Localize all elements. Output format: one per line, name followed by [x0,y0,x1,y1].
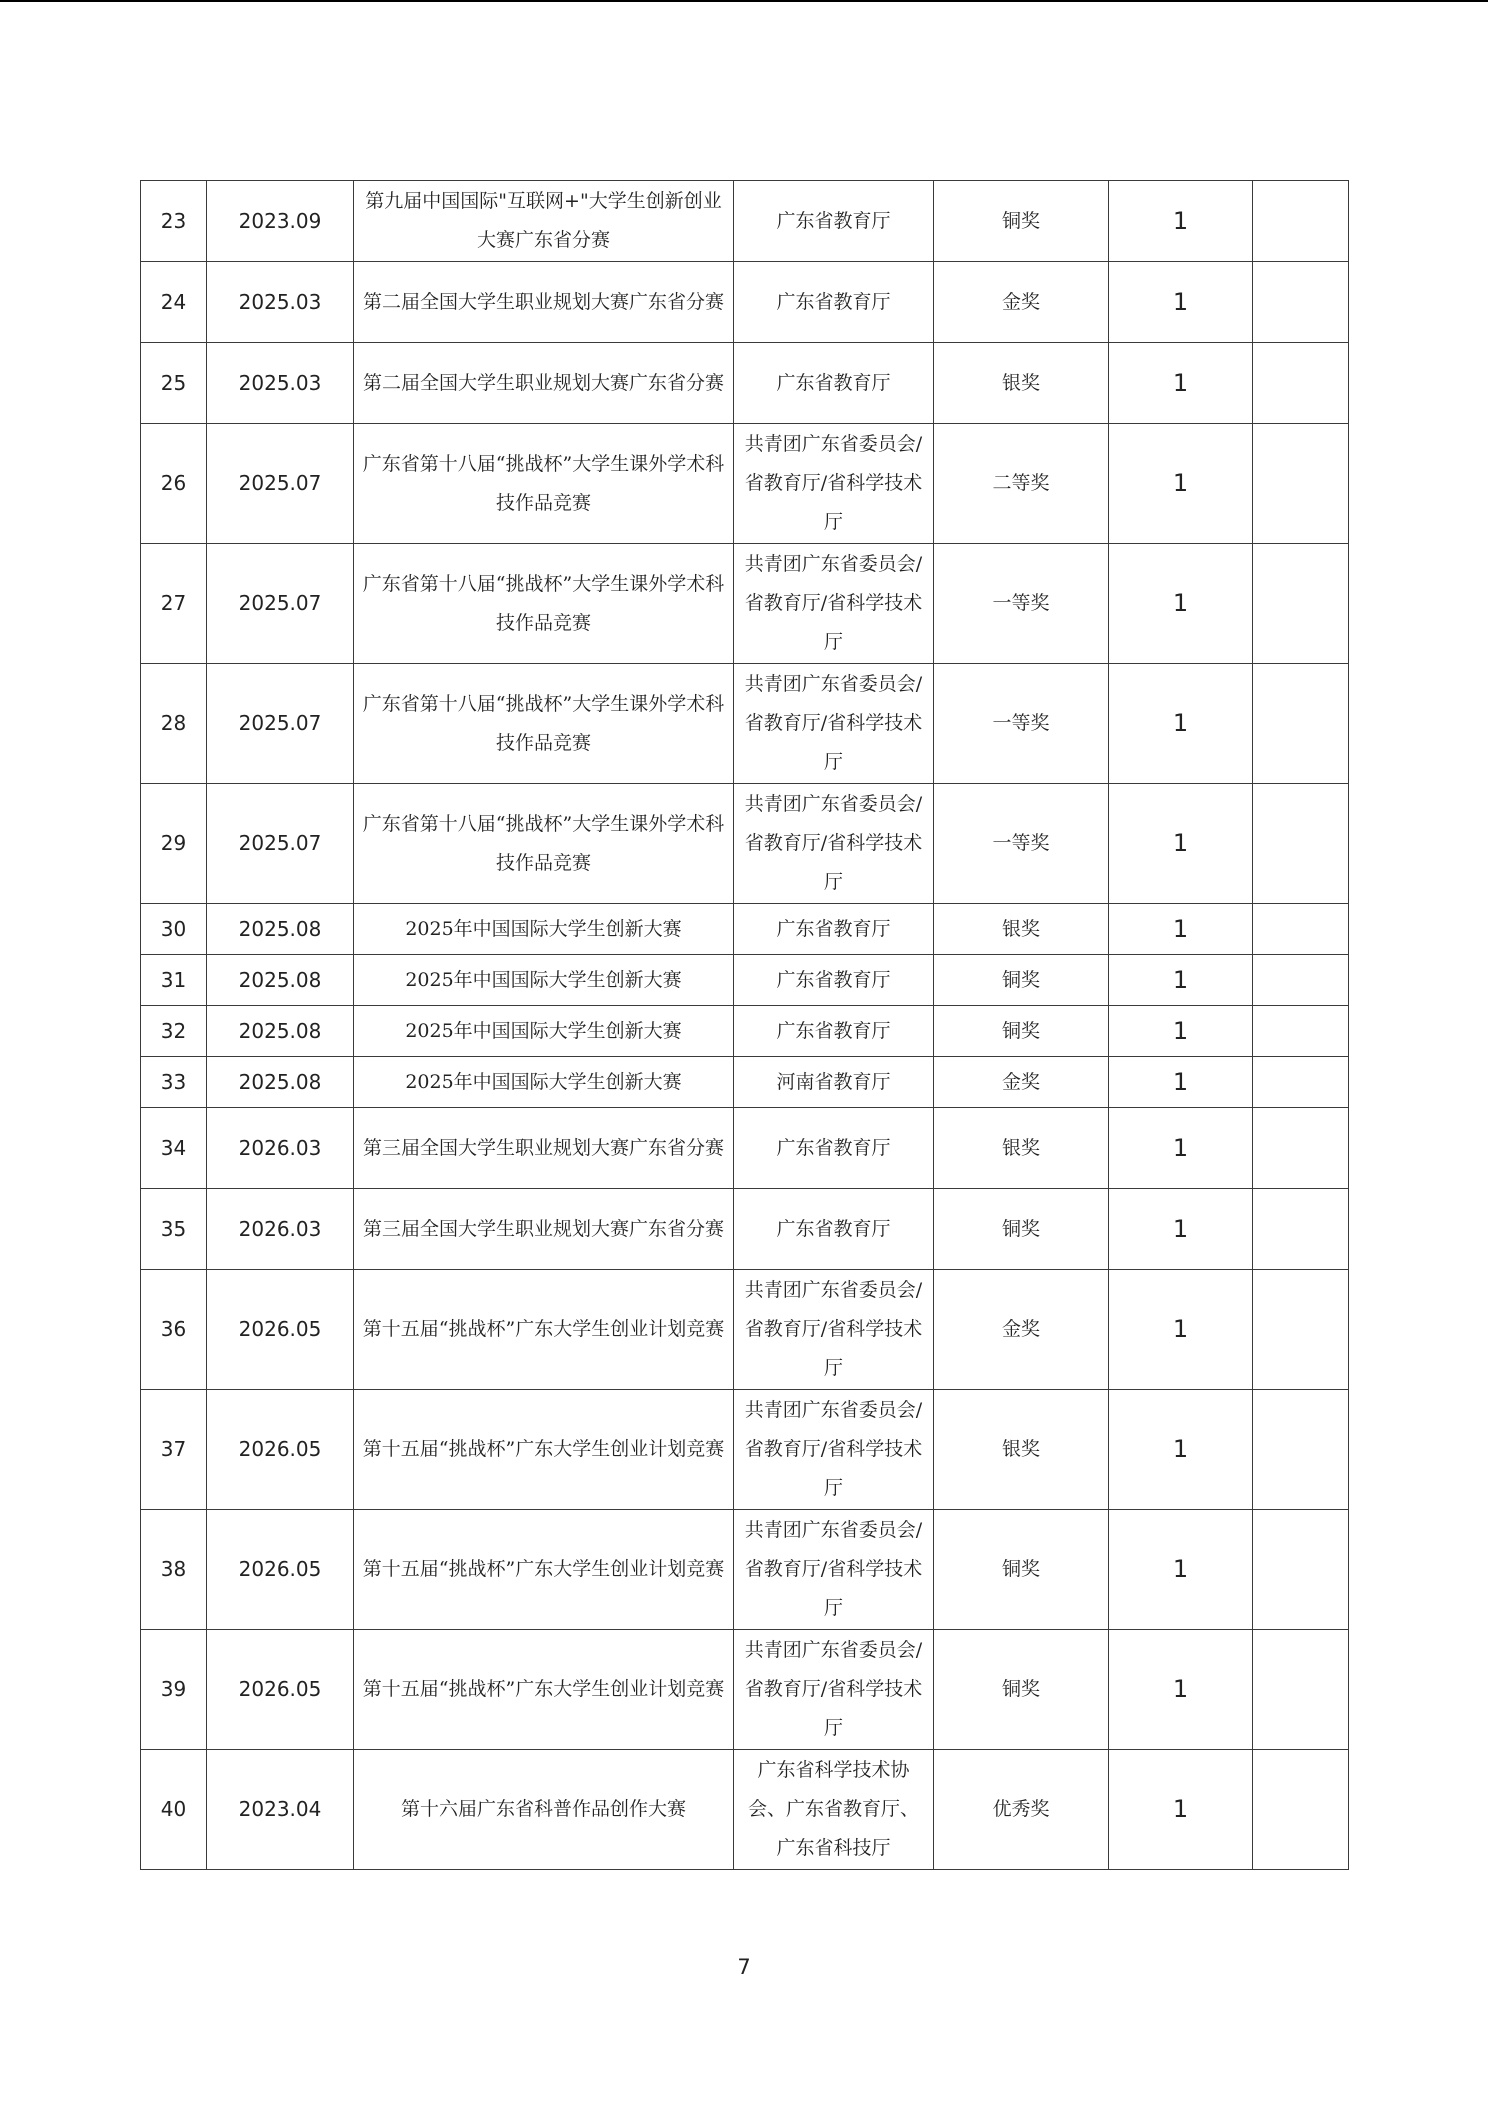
organizer-cell: 共青团广东省委员会/省教育厅/省科学技术厅 [734,664,934,784]
table-row [141,1390,1349,1510]
award-level-cell: 银奖 [934,343,1109,424]
competition-name-cell: 第二届全国大学生职业规划大赛广东省分赛 [354,262,734,343]
table-row [141,1270,1349,1390]
award-level-cell: 银奖 [934,904,1109,955]
row-number-cell: 38 [141,1510,207,1630]
organizer-cell: 共青团广东省委员会/省教育厅/省科学技术厅 [734,784,934,904]
count-cell: 1 [1109,1630,1253,1750]
count-cell: 1 [1109,1057,1253,1108]
awards-table [140,180,1349,1870]
organizer-cell: 广东省教育厅 [734,1108,934,1189]
competition-name-cell: 2025年中国国际大学生创新大赛 [354,1057,734,1108]
organizer-cell: 广东省教育厅 [734,904,934,955]
count-cell: 1 [1109,904,1253,955]
remark-cell [1253,664,1349,784]
remark-cell [1253,1630,1349,1750]
organizer-cell: 广东省教育厅 [734,955,934,1006]
row-number-cell: 39 [141,1630,207,1750]
award-level-cell: 金奖 [934,1270,1109,1390]
remark-cell [1253,343,1349,424]
date-cell: 2025.07 [207,544,354,664]
competition-name-cell: 第二届全国大学生职业规划大赛广东省分赛 [354,343,734,424]
table-row [141,262,1349,343]
award-level-cell: 铜奖 [934,1510,1109,1630]
table-row [141,1189,1349,1270]
date-cell: 2026.05 [207,1390,354,1510]
date-cell: 2023.04 [207,1750,354,1870]
row-number-cell: 27 [141,544,207,664]
award-level-cell: 铜奖 [934,1006,1109,1057]
remark-cell [1253,1750,1349,1870]
date-cell: 2026.03 [207,1189,354,1270]
row-number-cell: 29 [141,784,207,904]
table-row [141,1108,1349,1189]
count-cell: 1 [1109,343,1253,424]
count-cell: 1 [1109,544,1253,664]
count-cell: 1 [1109,1510,1253,1630]
competition-name-cell: 第十六届广东省科普作品创作大赛 [354,1750,734,1870]
row-number-cell: 35 [141,1189,207,1270]
organizer-cell: 广东省教育厅 [734,262,934,343]
award-level-cell: 铜奖 [934,1189,1109,1270]
date-cell: 2026.05 [207,1510,354,1630]
competition-name-cell: 广东省第十八届“挑战杯”大学生课外学术科技作品竞赛 [354,424,734,544]
award-level-cell: 铜奖 [934,955,1109,1006]
competition-name-cell: 第十五届“挑战杯”广东大学生创业计划竞赛 [354,1510,734,1630]
count-cell: 1 [1109,181,1253,262]
count-cell: 1 [1109,424,1253,544]
award-level-cell: 一等奖 [934,544,1109,664]
date-cell: 2026.05 [207,1270,354,1390]
remark-cell [1253,1057,1349,1108]
remark-cell [1253,1270,1349,1390]
page-number: 7 [737,1955,751,1979]
organizer-cell: 广东省教育厅 [734,343,934,424]
organizer-cell: 广东省教育厅 [734,1006,934,1057]
competition-name-cell: 广东省第十八届“挑战杯”大学生课外学术科技作品竞赛 [354,664,734,784]
table-row [141,904,1349,955]
award-level-cell: 金奖 [934,1057,1109,1108]
count-cell: 1 [1109,1390,1253,1510]
table-row [141,1057,1349,1108]
remark-cell [1253,262,1349,343]
row-number-cell: 24 [141,262,207,343]
remark-cell [1253,955,1349,1006]
remark-cell [1253,1510,1349,1630]
award-level-cell: 银奖 [934,1108,1109,1189]
table-row [141,1750,1349,1870]
date-cell: 2026.03 [207,1108,354,1189]
date-cell: 2025.07 [207,424,354,544]
competition-name-cell: 广东省第十八届“挑战杯”大学生课外学术科技作品竞赛 [354,544,734,664]
date-cell: 2025.08 [207,1006,354,1057]
awards-table-body [141,181,1349,1870]
competition-name-cell: 第十五届“挑战杯”广东大学生创业计划竞赛 [354,1630,734,1750]
row-number-cell: 26 [141,424,207,544]
competition-name-cell: 第三届全国大学生职业规划大赛广东省分赛 [354,1189,734,1270]
award-level-cell: 优秀奖 [934,1750,1109,1870]
date-cell: 2025.08 [207,1057,354,1108]
organizer-cell: 广东省教育厅 [734,1189,934,1270]
date-cell: 2025.03 [207,262,354,343]
table-row [141,544,1349,664]
award-level-cell: 二等奖 [934,424,1109,544]
award-level-cell: 铜奖 [934,181,1109,262]
row-number-cell: 32 [141,1006,207,1057]
table-row [141,1510,1349,1630]
table-row [141,664,1349,784]
date-cell: 2025.08 [207,955,354,1006]
remark-cell [1253,904,1349,955]
date-cell: 2025.08 [207,904,354,955]
row-number-cell: 36 [141,1270,207,1390]
competition-name-cell: 2025年中国国际大学生创新大赛 [354,904,734,955]
date-cell: 2025.07 [207,664,354,784]
remark-cell [1253,1189,1349,1270]
row-number-cell: 25 [141,343,207,424]
organizer-cell: 广东省教育厅 [734,181,934,262]
count-cell: 1 [1109,784,1253,904]
organizer-cell: 共青团广东省委员会/省教育厅/省科学技术厅 [734,1270,934,1390]
competition-name-cell: 2025年中国国际大学生创新大赛 [354,1006,734,1057]
organizer-cell: 共青团广东省委员会/省教育厅/省科学技术厅 [734,1390,934,1510]
organizer-cell: 共青团广东省委员会/省教育厅/省科学技术厅 [734,1630,934,1750]
table-row [141,784,1349,904]
count-cell: 1 [1109,262,1253,343]
date-cell: 2025.03 [207,343,354,424]
award-level-cell: 银奖 [934,1390,1109,1510]
remark-cell [1253,1108,1349,1189]
row-number-cell: 40 [141,1750,207,1870]
competition-name-cell: 第九届中国国际"互联网+"大学生创新创业大赛广东省分赛 [354,181,734,262]
organizer-cell: 广东省科学技术协会、广东省教育厅、广东省科技厅 [734,1750,934,1870]
row-number-cell: 28 [141,664,207,784]
date-cell: 2025.07 [207,784,354,904]
count-cell: 1 [1109,1270,1253,1390]
award-level-cell: 一等奖 [934,664,1109,784]
table-row [141,1006,1349,1057]
competition-name-cell: 2025年中国国际大学生创新大赛 [354,955,734,1006]
row-number-cell: 37 [141,1390,207,1510]
table-row [141,955,1349,1006]
count-cell: 1 [1109,955,1253,1006]
remark-cell [1253,784,1349,904]
date-cell: 2023.09 [207,181,354,262]
count-cell: 1 [1109,1006,1253,1057]
remark-cell [1253,1006,1349,1057]
competition-name-cell: 第三届全国大学生职业规划大赛广东省分赛 [354,1108,734,1189]
remark-cell [1253,181,1349,262]
remark-cell [1253,1390,1349,1510]
page-top-border [0,0,1488,2]
competition-name-cell: 广东省第十八届“挑战杯”大学生课外学术科技作品竞赛 [354,784,734,904]
count-cell: 1 [1109,1189,1253,1270]
count-cell: 1 [1109,1108,1253,1189]
organizer-cell: 共青团广东省委员会/省教育厅/省科学技术厅 [734,1510,934,1630]
organizer-cell: 河南省教育厅 [734,1057,934,1108]
competition-name-cell: 第十五届“挑战杯”广东大学生创业计划竞赛 [354,1390,734,1510]
table-row [141,181,1349,262]
row-number-cell: 33 [141,1057,207,1108]
row-number-cell: 31 [141,955,207,1006]
row-number-cell: 23 [141,181,207,262]
count-cell: 1 [1109,664,1253,784]
award-level-cell: 铜奖 [934,1630,1109,1750]
organizer-cell: 共青团广东省委员会/省教育厅/省科学技术厅 [734,424,934,544]
remark-cell [1253,544,1349,664]
award-level-cell: 一等奖 [934,784,1109,904]
table-row [141,343,1349,424]
date-cell: 2026.05 [207,1630,354,1750]
table-row [141,1630,1349,1750]
organizer-cell: 共青团广东省委员会/省教育厅/省科学技术厅 [734,544,934,664]
award-level-cell: 金奖 [934,262,1109,343]
count-cell: 1 [1109,1750,1253,1870]
remark-cell [1253,424,1349,544]
table-row [141,424,1349,544]
row-number-cell: 34 [141,1108,207,1189]
row-number-cell: 30 [141,904,207,955]
competition-name-cell: 第十五届“挑战杯”广东大学生创业计划竞赛 [354,1270,734,1390]
